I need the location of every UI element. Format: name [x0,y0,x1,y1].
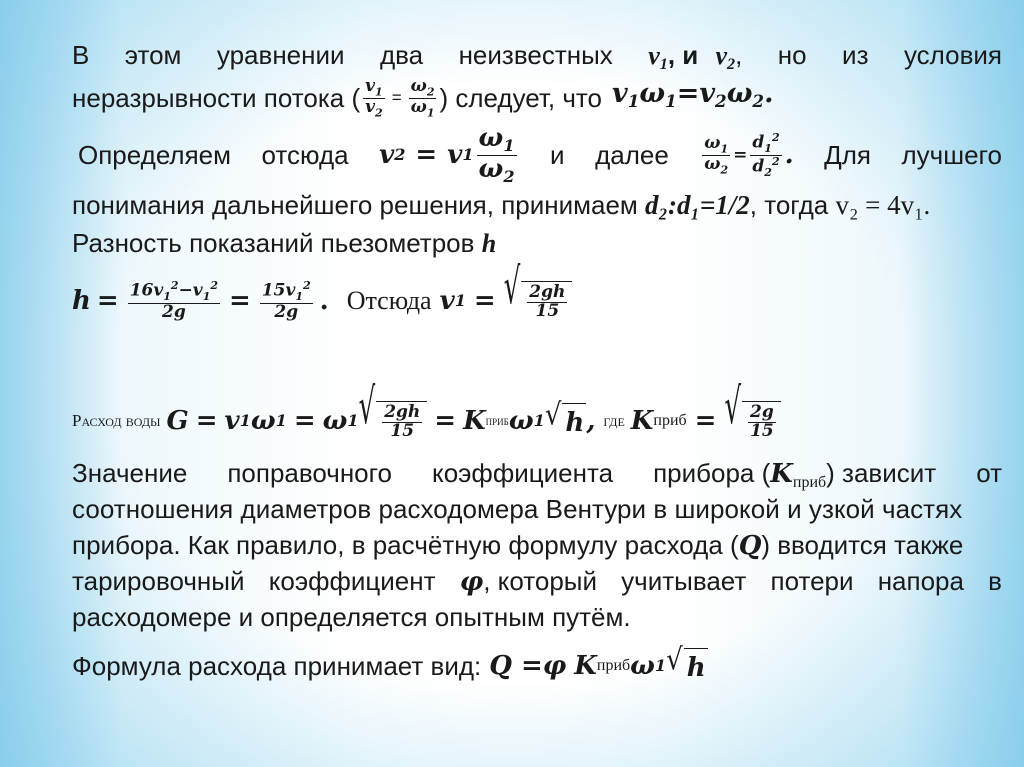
h-formula: h = $\frac{16v_1^2-v_1^2}{2g}$ = $\frac{15v_1^2}{2g}$ . [72,279,329,322]
paragraph-6-line-1 [72,644,1002,688]
text: от [976,458,1002,488]
text: Значение [72,458,188,488]
text: лучшего [901,140,1002,170]
text: Отсюда [346,286,432,315]
text: но [777,40,807,70]
k-formula: K приб = √ $\frac{2g}{15}$ [631,401,781,441]
paragraph-2-line-2 [72,188,1002,222]
text: неразрывности потока ( [72,83,361,113]
text: отсюда [261,140,349,170]
diameter-ratio: d₂:d₁=1/2 [645,190,750,220]
continuity-equation: $v_1\omega_1=v_2\omega_2$. [611,78,774,112]
flow-equation-line [72,379,1002,454]
text: расходомере и определяется опытным путём. [72,602,631,632]
text: потери [770,566,854,596]
ratio-omega-fraction: $\frac{\omega_2}{\omega_1}$ [410,75,435,119]
text: далее [595,140,669,170]
text: условия [903,40,1002,70]
h-equation-line [72,259,1002,336]
v1-formula: v 1 = √ $\frac{2gh}{15}$ [440,281,573,321]
text: понимания дальнейшего решения, принимаем [72,190,638,220]
text: из [842,40,869,70]
q-variable: Q [738,531,762,561]
text: ) следует, что [439,83,602,113]
text: Для [824,140,872,170]
text: Расход воды [72,411,161,430]
paragraph-5-line-3 [72,528,1002,563]
text: коэффициент [268,566,436,596]
text: тарировочный [72,566,245,596]
ratio-v-fraction: $\frac{v_1}{v_2}$ [365,75,383,119]
text: прибора. Как правило, в расчётную формулу расхода ( [72,530,739,560]
text: Разность показаний пьезометров [72,228,475,258]
text: неизвестных [458,40,613,70]
v1-and-v2: $v_1$, и $v_2$, [648,40,743,73]
paragraph-3-line-1 [72,226,1002,261]
v2-formula: v 2 = v 1 $\frac{\omega_1}{\omega_2}$ [379,122,515,186]
text: учитывает [621,566,747,596]
paragraph-2-line-1 [78,122,1002,186]
paragraph-1-line-2: неразрывности потока ( $\frac{v_1}{v_2}$ = $\frac{\omega_2}{\omega_1}$ ) следует, что $v_1\omega_1=v_2\omega_2$. [72,75,774,119]
text: ) вводится также [761,530,964,560]
text: Формула расхода принимает вид: [72,651,482,681]
paragraph-5-line-5 [72,600,1002,634]
text: где [603,411,625,430]
k-inline: прибора (Kприб) зависит [653,458,937,491]
text: В [72,40,90,70]
flow-formula: G = v 1 ω 1 = ω 1 √ $\frac{2gh}{15}$ = K приб ω 1 √ h , [166,379,596,441]
final-flow-formula: Q =φ K приб ω 1 √ h [489,642,706,683]
text: этом [124,40,182,70]
paragraph-5-line-2 [72,492,1002,526]
v2-result: v₂ = 4v₁. [835,190,931,220]
paragraph-5-line-4 [72,564,1002,599]
text: и [550,140,565,170]
text: Определяем [78,140,232,170]
text: соотношения диаметров расходомера Вентури в широкой и узкой частях [72,494,963,524]
phi-inline: φ, который [459,566,597,597]
text: коэффициента [432,458,614,488]
omega-diameter-ratio: $\frac{\omega_1}{\omega_2}$ = $\frac{d_1^2}{d_2^2}$ . [704,130,794,179]
text: два [379,40,424,70]
text: поправочного [227,458,393,488]
text: в [988,566,1002,596]
text: напора [877,566,964,596]
text: , тогда [749,190,829,220]
text: уравнении [216,40,345,70]
h-variable: h [481,229,497,258]
